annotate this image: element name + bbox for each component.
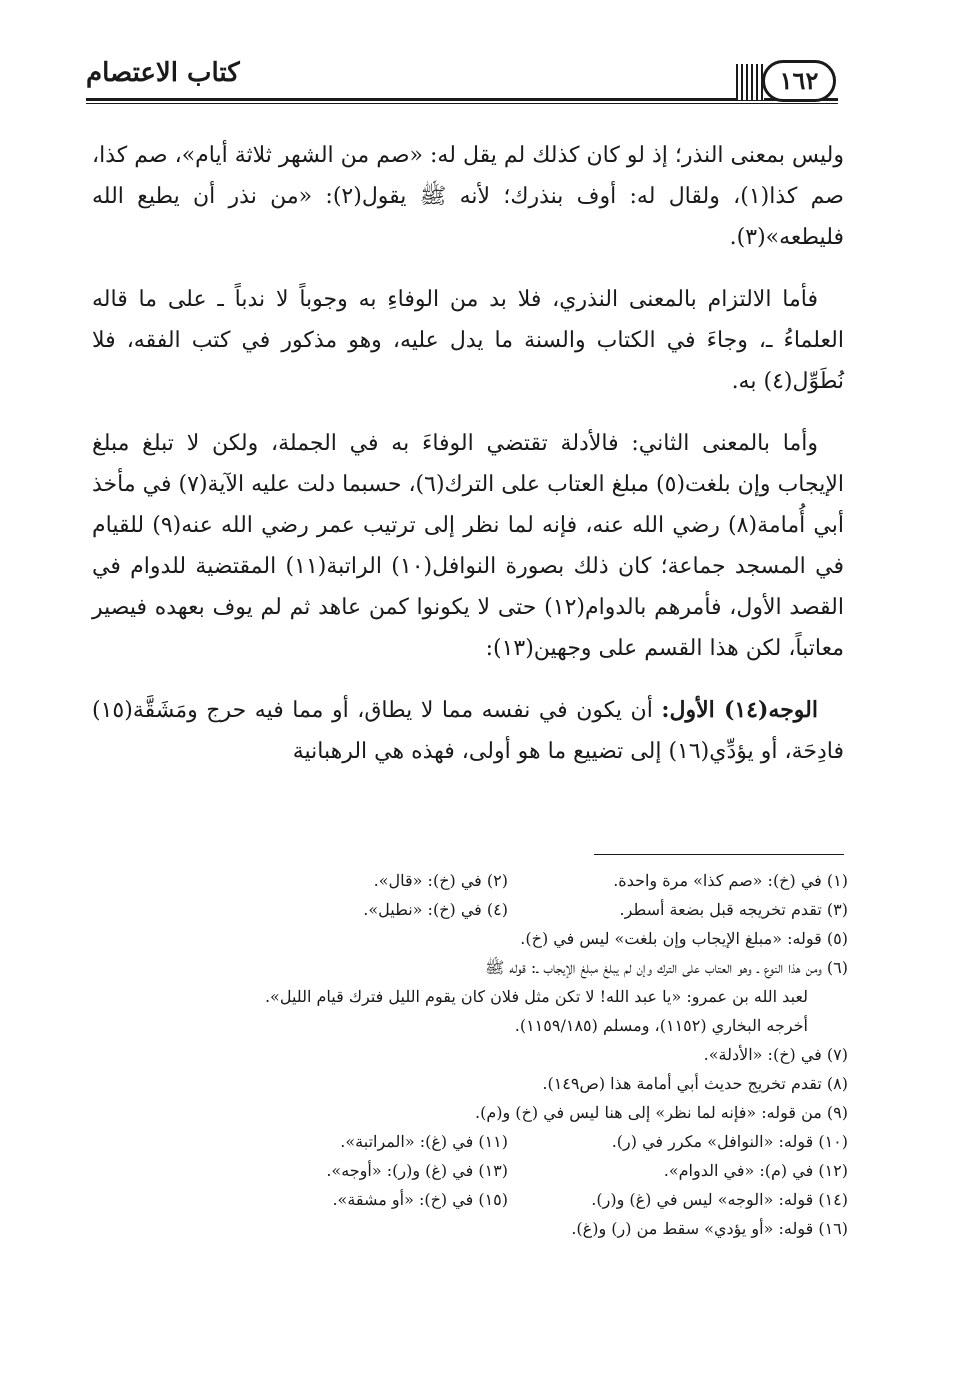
footnotes (120, 866, 848, 1243)
footnote-2: (٢) في (خ): «قال». (373, 871, 508, 890)
footnote-13: (١٣) في (غ) و(ر): «أوجه». (326, 1161, 508, 1180)
footnote-15: (١٥) في (خ): «أو مشقة». (332, 1190, 508, 1209)
paragraph-3: وأما بالمعنى الثاني: فالأدلة تقتضي الوفاءَ به في الجملة، ولكن لا تبلغ مبلغ الإيجاب وإن بلغت(٥) مبلغ العتاب على الترك(٦)، حسبما دلت عليه الآية(٧) في مأخذ أبي أُمامة(٨) رضي الله عنه، فإنه لما نظر إلى ترتيب عمر رضي الله عنه(٩) للقيام في المسجد جماعة؛ كان ذلك بصورة النوافل(١٠) الراتبة(١١) المقتضية للدوام في القصد الأول، فأمرهم بالدوام(١٢) حتى لا يكونوا كمن عاهد ثم لم يوف بعهده فيصير معاتباً، لكن هذا القسم على وجهين(١٣): (92, 431, 845, 661)
footnote-11: (١١) في (غ): «المراتبة». (340, 1132, 508, 1151)
footnote-1: (١) في (خ): «صم كذا» مرة واحدة. (613, 871, 848, 890)
page-header (86, 52, 838, 112)
footnote-row (120, 895, 848, 924)
header-ornament (736, 64, 764, 100)
header-rule (86, 98, 838, 101)
page-number: ١٦٢ (762, 60, 836, 102)
paragraph-4-text: أن يكون في نفسه مما لا يطاق، أو مما فيه حرج ومَشَقَّة(١٥) فادِحَة، أو يؤدِّي(١٦) إلى تضييع ما هو أولى، فهذه هي الرهبانية (92, 698, 844, 764)
footnote-7: (٧) في (خ): «الأدلة». (703, 1045, 848, 1064)
header-rule-thin (86, 103, 838, 104)
paragraph-1: وليس بمعنى النذر؛ إذ لو كان كذلك لم يقل له: «صم من الشهر ثلاثة أيام»، صم كذا، صم كذا(١)، ولقال له: أوف بنذرك؛ لأنه ﷺ يقول(٢): «من نذر أن يطيع الله فليطعه»(٣). (92, 143, 844, 250)
footnote-12: (١٢) في (م): «في الدوام». (663, 1161, 848, 1180)
footnote-8: (٨) تقدم تخريج حديث أبي أمامة هذا (ص١٤٩). (542, 1074, 848, 1093)
footnote-9: (٩) من قوله: «فإنه لما نظر» إلى هنا ليس في (خ) و(م). (475, 1103, 848, 1122)
footnote-row (120, 1156, 848, 1185)
footnote-10: (١٠) قوله: «النوافل» مكرر في (ر). (611, 1132, 848, 1151)
footnote-row (120, 866, 848, 895)
footnote-6-line-3: أخرجه البخاري (١١٥٢)، ومسلم (١١٥٩/١٨٥). (514, 1016, 808, 1035)
footnote-6: (٦) ومن هذا النوع ـ وهو العتاب على الترك وإن لم يبلغ مبلغ الإيجاب ـ: قوله ﷺ (485, 958, 848, 977)
main-text (92, 135, 844, 793)
footnote-16: (١٦) قوله: «أو يؤدي» سقط من (ر) و(غ). (571, 1219, 848, 1238)
footnote-3: (٣) تقدم تخريجه قبل بضعة أسطر. (619, 900, 848, 919)
paragraph-4 (92, 690, 844, 772)
paragraph-2: فأما الالتزام بالمعنى النذري، فلا بد من الوفاءِ به وجوباً لا ندباً ـ على ما قاله العلماءُ ـ، وجاءَ في الكتاب والسنة ما يدل عليه، وهو مذكور في كتب الفقه، فلا نُطَوِّل(٤) به. (92, 287, 844, 394)
footnote-row (120, 1127, 848, 1156)
footnote-14: (١٤) قوله: «الوجه» ليس في (غ) و(ر). (591, 1190, 848, 1209)
footnote-row (120, 1185, 848, 1214)
footnote-6-line-2: لعبد الله بن عمرو: «يا عبد الله! لا تكن مثل فلان كان يقوم الليل فترك قيام الليل». (264, 987, 808, 1006)
footnote-4: (٤) في (خ): «نطيل». (363, 900, 508, 919)
paragraph-4-heading: الوجه(١٤) الأول: (661, 697, 818, 723)
running-title: كتاب الاعتصام (86, 58, 240, 88)
footnote-separator (594, 854, 844, 855)
footnote-5: (٥) قوله: «مبلغ الإيجاب وإن بلغت» ليس في (خ). (520, 929, 848, 948)
